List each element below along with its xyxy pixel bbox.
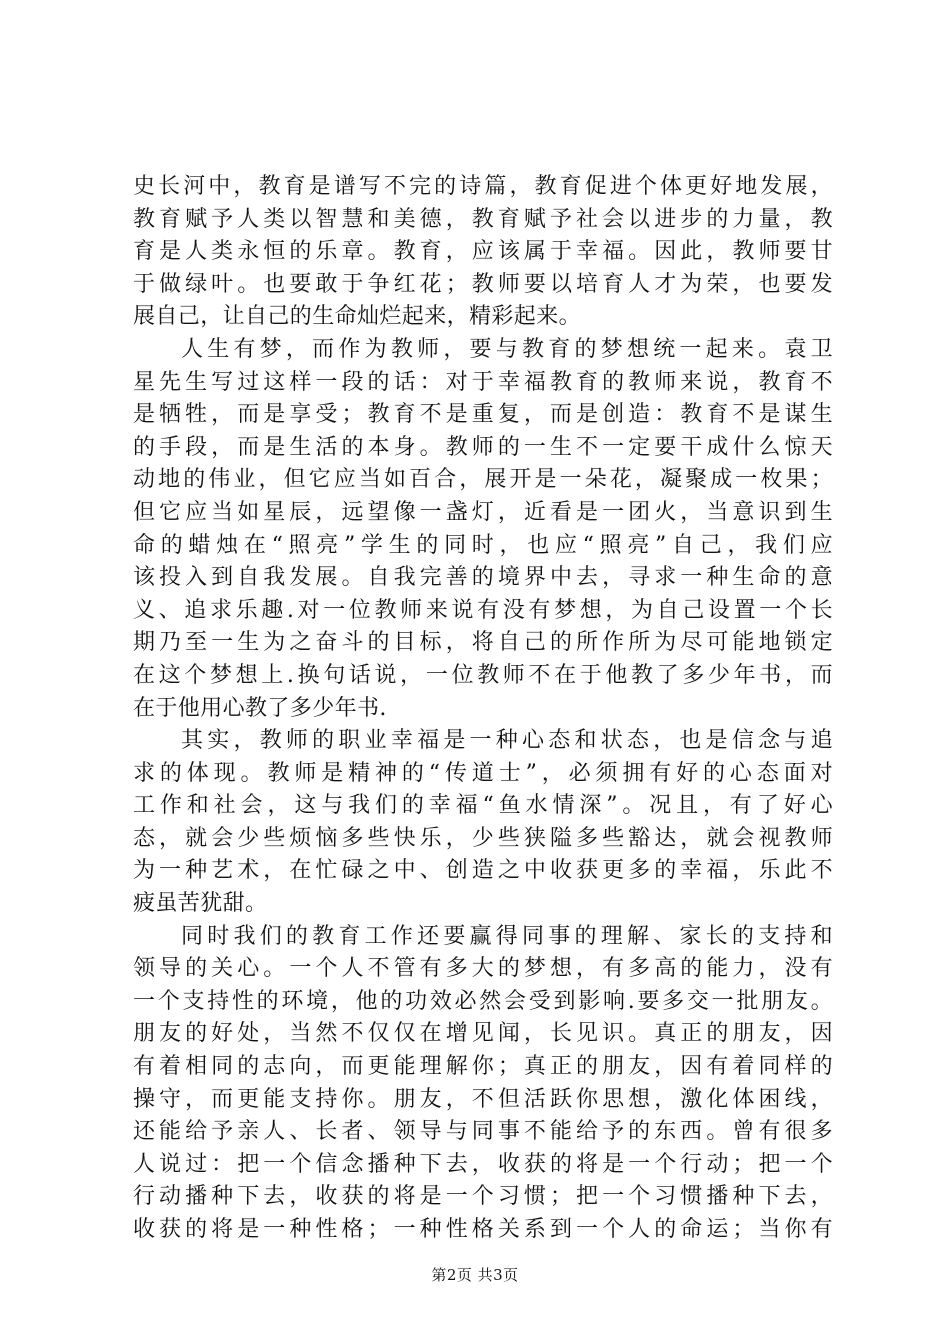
text-line: 工作和社会，这与我们的幸福“鱼水情深”。况且，有了好心 bbox=[133, 793, 833, 819]
text-line: 收获的将是一种性格；一种性格关系到一个人的命运；当你有 bbox=[133, 1217, 833, 1242]
text-line: 有着相同的志向，而更能理解你；真正的朋友，因有着同样的 bbox=[133, 1054, 833, 1080]
text-line: 命的蜡烛在“照亮”学生的同时，也应“照亮”自己，我们应 bbox=[133, 532, 833, 558]
text-line: 疲虽苦犹甜。 bbox=[133, 891, 268, 917]
text-line: 操守，而更能支持你。朋友，不但活跃你思想，激化体困线， bbox=[133, 1086, 833, 1112]
text-line: 领导的关心。一个人不管有多大的梦想，有多高的能力，没有 bbox=[133, 956, 833, 982]
text-line: 展自己，让自己的生命灿烂起来，精彩起来。 bbox=[133, 304, 582, 330]
paragraph-first-line: 同时我们的教育工作还要赢得同事的理解、家长的支持和 bbox=[181, 923, 833, 949]
text-line: 史长河中，教育是谱写不完的诗篇，教育促进个体更好地发展， bbox=[133, 174, 833, 199]
text-line: 求的体现。教师是精神的“传道士”，必须拥有好的心态面对 bbox=[133, 760, 833, 786]
text-line: 在于他用心教了多少年书. bbox=[133, 695, 387, 721]
paragraph-first-line: 其实，教师的职业幸福是一种心态和状态，也是信念与追 bbox=[181, 728, 833, 754]
text-line: 行动播种下去，收获的将是一个习惯；把一个习惯播种下去， bbox=[133, 1184, 833, 1210]
text-line: 该投入到自我发展。自我完善的境界中去，寻求一种生命的意 bbox=[133, 565, 833, 591]
text-line: 还能给予亲人、长者、领导与同事不能给予的东西。曾有很多 bbox=[133, 1119, 833, 1145]
text-line: 于做绿叶。也要敢于争红花；教师要以培育人才为荣，也要发 bbox=[133, 271, 833, 297]
text-line: 在这个梦想上.换句话说，一位教师不在于他教了多少年书，而 bbox=[133, 662, 833, 688]
text-line: 朋友的好处，当然不仅仅在增见闻，长见识。真正的朋友，因 bbox=[133, 1021, 833, 1047]
page-number-footer: 第2页 共3页 bbox=[431, 1266, 519, 1284]
document-body bbox=[133, 171, 833, 1247]
text-line: 一个支持性的环境，他的功效必然会受到影响.要多交一批朋友。 bbox=[133, 988, 833, 1014]
paragraph-first-line: 人生有梦，而作为教师，要与教育的梦想统一起来。袁卫 bbox=[181, 336, 833, 362]
text-line: 但它应当如星辰，远望像一盏灯，近看是一团火，当意识到生 bbox=[133, 499, 833, 525]
text-line: 期乃至一生为之奋斗的目标，将自己的所作所为尽可能地锁定 bbox=[133, 630, 833, 656]
text-line: 是牺牲，而是享受；教育不是重复，而是创造：教育不是谋生 bbox=[133, 402, 833, 428]
text-line: 人说过：把一个信念播种下去，收获的将是一个行动；把一个 bbox=[133, 1151, 833, 1177]
text-line: 的手段，而是生活的本身。教师的一生不一定要干成什么惊天 bbox=[133, 434, 833, 460]
text-line: 教育赋予人类以智慧和美德，教育赋予社会以进步的力量，教 bbox=[133, 206, 833, 232]
text-line: 义、追求乐趣.对一位教师来说有没有梦想，为自己设置一个长 bbox=[133, 597, 833, 623]
text-line: 育是人类永恒的乐章。教育，应该属于幸福。因此，教师要甘 bbox=[133, 239, 833, 265]
text-line: 星先生写过这样一段的话：对于幸福教育的教师来说，教育不 bbox=[133, 369, 833, 395]
text-line: 动地的伟业，但它应当如百合，展开是一朵花，凝聚成一枚果； bbox=[133, 467, 833, 493]
text-line: 为一种艺术，在忙碌之中、创造之中收获更多的幸福，乐此不 bbox=[133, 858, 833, 884]
text-line: 态，就会少些烦恼多些快乐，少些狭隘多些豁达，就会视教师 bbox=[133, 825, 833, 851]
